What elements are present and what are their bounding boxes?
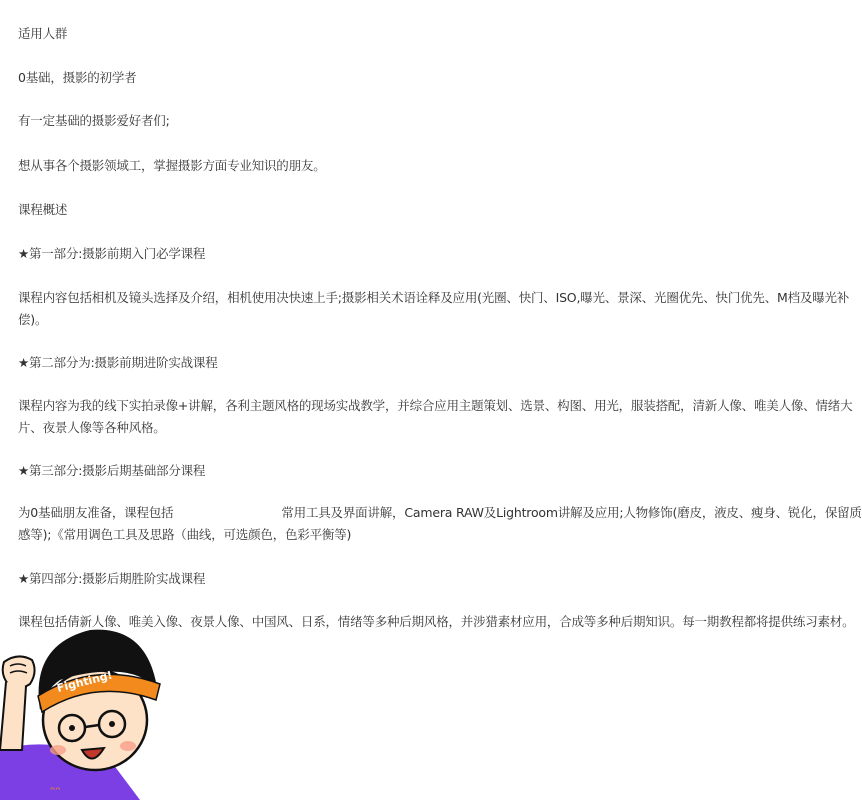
headband-text: Fighting! bbox=[55, 668, 114, 695]
part-description: 课程内容为我的线下实拍录像+讲解，各利主题风格的现场实战教学，并综合应用主题策划、选景、构图、用光，服装搭配，清新人像、唯美人像、情绪大 bbox=[18, 398, 853, 413]
part-description: 片、夜景人像等各种风格。 bbox=[18, 420, 166, 435]
part-description-start: 为0基础朋友准备，课程包括 bbox=[18, 505, 174, 520]
part-description bbox=[18, 502, 862, 524]
part-title: ★第四部分:摄影后期胜阶实战课程 bbox=[18, 571, 206, 586]
audience-item: 0基础，摄影的初学者 bbox=[18, 70, 137, 85]
part-title: ★第一部分:摄影前期入门必学课程 bbox=[18, 246, 206, 261]
audience-item: 想从事各个摄影领域工，掌握摄影方面专业知识的朋友。 bbox=[18, 158, 326, 173]
part-description: 感等);《常用调色工具及思路（曲线，可选颜色，色彩平衡等) bbox=[18, 527, 352, 542]
part-description-end: 常用工具及界面讲解，Camera RAW及Lightroom讲解及应用;人物修饰(磨皮，液皮、瘦身、锐化，保留质 bbox=[281, 505, 862, 520]
face-icon bbox=[38, 630, 160, 770]
part-description: 课程内容包括相机及镜头选择及介绍，相机使用决快速上手;摄影相关术语诠释及应用(光圈、快门、ISO,曝光、景深、光圈优先、快门优先、M档及曝光补 bbox=[18, 290, 850, 305]
part-title: ★第三部分:摄影后期基础部分课程 bbox=[18, 463, 206, 478]
fist-icon bbox=[0, 656, 35, 750]
part-description: 偿)。 bbox=[18, 312, 48, 327]
mascot-sticker bbox=[0, 600, 180, 800]
part-title: ★第二部分为:摄影前期进阶实战课程 bbox=[18, 355, 218, 370]
audience-item: 有一定基础的摄影爱好者们; bbox=[18, 113, 170, 128]
audience-heading: 适用人群 bbox=[18, 26, 68, 41]
part-description: 课程包括倩新人像、唯美入像、夜景人像、中国风、日系，情绪等多种后期风格，并涉猎素材应用，合成等多种后期知识。每一期教程都将提供练习素材。 bbox=[18, 614, 855, 629]
overview-heading: 课程概述 bbox=[18, 202, 68, 217]
shirt-print: ᵔᵔ bbox=[50, 785, 61, 800]
